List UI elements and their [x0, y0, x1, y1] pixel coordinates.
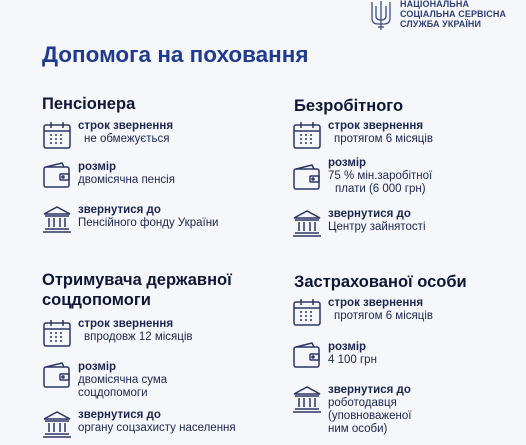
section-heading-pensioner — [42, 94, 135, 114]
section-heading-line: Безробітного — [294, 97, 404, 115]
item-label: звернутися до — [78, 409, 161, 421]
item-value: 75 % мін.заробітної — [328, 170, 433, 182]
item-value: протягом 6 місяців — [334, 133, 433, 145]
wallet-icon — [42, 161, 72, 191]
term-item — [42, 318, 193, 348]
item-value: двомісячна сума — [78, 374, 168, 386]
item-value: двомісячна пенсія — [78, 174, 175, 186]
section-heading-line: соцдопомоги — [42, 291, 151, 309]
item-value: Центру зайнятості — [328, 221, 426, 233]
amount-item — [292, 341, 377, 371]
page-title: Допомога на поховання — [42, 42, 309, 67]
calendar-icon — [292, 120, 322, 150]
amount-item — [42, 161, 175, 191]
item-label: звернутися до — [78, 204, 161, 216]
institution-icon — [42, 204, 72, 234]
item-value: протягом 6 місяців — [334, 310, 433, 322]
item-value: плати (6 000 грн) — [335, 183, 426, 195]
contact-item — [292, 208, 426, 238]
org-name — [400, 0, 506, 29]
calendar-icon — [292, 297, 322, 327]
wallet-icon — [292, 341, 322, 371]
term-item — [292, 297, 433, 327]
section-heading-unemployed — [294, 96, 403, 116]
institution-icon — [292, 384, 322, 414]
item-value: роботодавця — [328, 397, 397, 409]
item-value: 4 100 грн — [328, 354, 377, 366]
institution-icon — [292, 208, 322, 238]
contact-item — [42, 204, 218, 234]
org-name-line: СОЦІАЛЬНА СЕРВІСНА — [400, 9, 507, 19]
item-value: не обмежується — [84, 133, 170, 145]
term-item — [292, 120, 433, 150]
item-value: (уповноваженої — [328, 410, 412, 422]
item-label: строк звернення — [78, 318, 174, 330]
section-heading-line: Застрахованої особи — [294, 273, 467, 291]
item-label: розмір — [328, 157, 367, 169]
contact-item — [292, 384, 411, 436]
amount-item — [42, 361, 167, 400]
item-label: звернутися до — [328, 208, 411, 220]
calendar-icon — [42, 120, 72, 150]
wallet-icon — [292, 163, 322, 193]
contact-item — [42, 409, 236, 439]
item-label: строк звернення — [328, 120, 424, 132]
wallet-icon — [42, 361, 72, 391]
item-value: соцдопомоги — [78, 387, 148, 399]
amount-item — [292, 157, 432, 196]
institution-icon — [42, 409, 72, 439]
org-name-line: СЛУЖБА УКРАЇНИ — [400, 19, 482, 29]
item-value: органу соцзахисту населення — [78, 422, 236, 434]
calendar-icon — [42, 318, 72, 348]
item-label: розмір — [78, 361, 117, 373]
item-label: розмір — [328, 341, 367, 353]
item-label: строк звернення — [328, 297, 424, 309]
trident-logo-icon — [370, 0, 392, 32]
item-label: звернутися до — [328, 384, 411, 396]
org-name-line: НАЦІОНАЛЬНА — [400, 0, 470, 9]
item-value: ним особи) — [328, 423, 388, 435]
item-value: впродовж 12 місяців — [84, 331, 193, 343]
term-item — [42, 120, 173, 150]
item-label: строк звернення — [78, 120, 174, 132]
section-heading-line: Отримувача державної — [42, 271, 232, 289]
section-heading-line: Пенсіонера — [42, 95, 136, 113]
item-label: розмір — [78, 161, 117, 173]
section-heading-insured-person — [294, 272, 467, 292]
section-heading-benefit-recipient — [42, 270, 232, 310]
item-value: Пенсійного фонду України — [78, 217, 219, 229]
